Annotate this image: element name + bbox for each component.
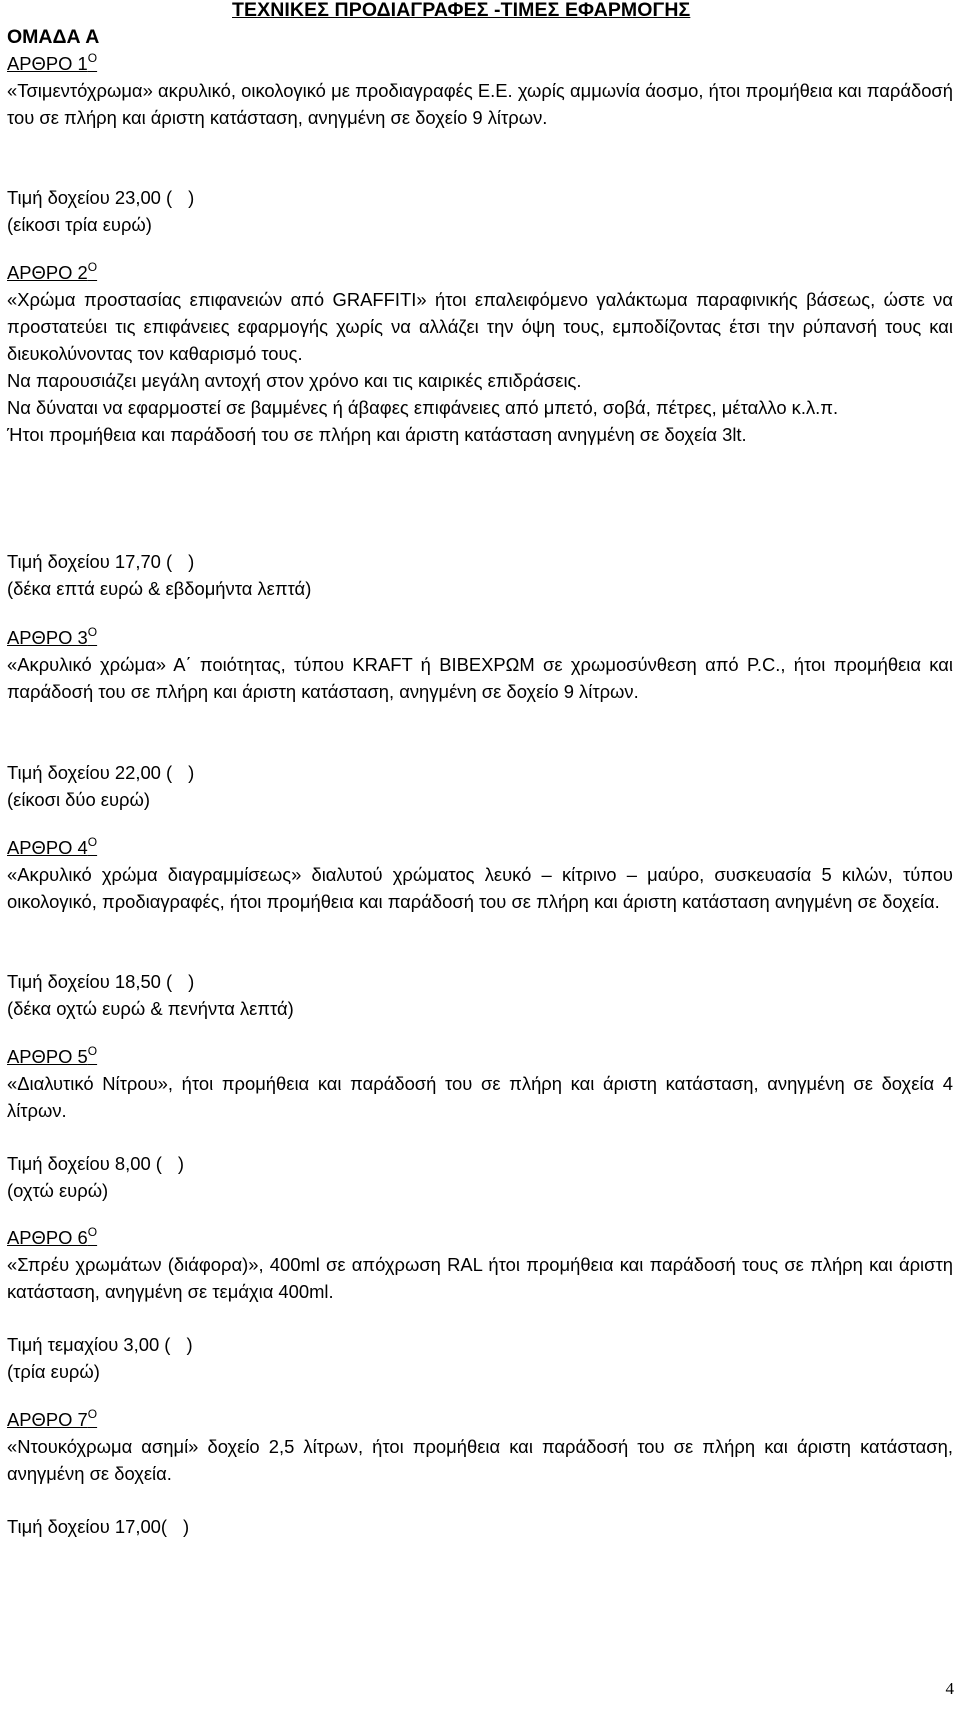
- article-1-price: [7, 184, 953, 238]
- article-heading: ΑΡΘΡΟ $4^O$: [7, 835, 98, 858]
- price-line: Τιμή δοχείου 8,00 ( ): [7, 1153, 185, 1174]
- price-line: Τιμή δοχείου 23,00 ( ): [7, 187, 195, 208]
- price-in-words: (δέκα επτά ευρώ & εβδομήντα λεπτά): [7, 578, 312, 599]
- article-5: [7, 1043, 953, 1124]
- document-title: ΤΕΧΝΙΚΕΣ ΠΡΟΔΙΑΓΡΑΦΕΣ -ΤΙΜΕΣ ΕΦΑΡΜΟΓΗΣ: [232, 0, 691, 21]
- article-2: [7, 259, 953, 448]
- article-6-price: [7, 1331, 953, 1385]
- article-heading: ΑΡΘΡΟ $7^O$: [7, 1407, 98, 1430]
- article-description-3: Να δύναται να εφαρμοστεί σε βαμμένες ή άβαφες επιφάνειες από μπετό, σοβά, πέτρες, μέταλλο κ.λ.π.: [7, 397, 839, 418]
- article-2-price: [7, 548, 953, 602]
- article-description: «Ακρυλικό χρώμα διαγραμμίσεως» διαλυτού χρώματος λευκό – κίτρινο – μαύρο, συσκευασία 5 κιλών, τύπου οικολογικό, προδιαγραφές, ήτοι προμήθεια και παράδοσή του σε πλήρη και άριστη κατάσταση ανηγμένη σε δοχεία.: [7, 864, 953, 912]
- article-3-price: [7, 759, 953, 813]
- price-line: Τιμή δοχείου 17,70 ( ): [7, 551, 195, 572]
- price-line: Τιμή δοχείου 22,00 ( ): [7, 762, 195, 783]
- price-line: Τιμή δοχείου 18,50 ( ): [7, 971, 195, 992]
- article-description: «Σπρέυ χρωμάτων (διάφορα)», 400ml σε απόχρωση RAL ήτοι προμήθεια και παράδοσή τους σε πλήρη και άριστη κατάσταση, ανηγμένη σε τεμάχια 400ml.: [7, 1254, 953, 1302]
- article-heading: ΑΡΘΡΟ $3^O$: [7, 625, 98, 648]
- page-number: 4: [945, 1679, 954, 1698]
- article-heading: ΑΡΘΡΟ $1^O$: [7, 51, 98, 74]
- article-description: «Ντουκόχρωμα ασημί» δοχείο 2,5 λίτρων, ήτοι προμήθεια και παράδοσή του σε πλήρη και άριστη κατάσταση, ανηγμένη σε δοχεία.: [7, 1436, 953, 1484]
- article-description: «Χρώμα προστασίας επιφανειών από GRAFFITI» ήτοι επαλειφόμενο γαλάκτωμα παραφινικής βάσεως, ώστε να προστατεύει τις επιφάνειες εφαρμογής χωρίς να αλλάζει την όψη τους, εμποδίζοντας έτσι την ρύπανσή τους και διευκολύνοντας τον καθαρισμό τους.: [7, 289, 953, 364]
- article-1: [7, 50, 953, 131]
- price-in-words: (δέκα οχτώ ευρώ & πενήντα λεπτά): [7, 998, 294, 1019]
- article-description: «Διαλυτικό Νίτρου», ήτοι προμήθεια και παράδοσή του σε πλήρη και άριστη κατάσταση, ανηγμένη σε δοχεία 4 λίτρων.: [7, 1073, 953, 1121]
- article-7-price: [7, 1513, 953, 1540]
- price-in-words: (οχτώ ευρώ): [7, 1180, 109, 1201]
- price-line: Τιμή τεμαχίου 3,00 ( ): [7, 1334, 193, 1355]
- price-in-words: (είκοσι δύο ευρώ): [7, 789, 150, 810]
- article-7: [7, 1406, 953, 1487]
- article-5-price: [7, 1150, 953, 1204]
- article-3: [7, 624, 953, 705]
- article-heading: ΑΡΘΡΟ $6^O$: [7, 1225, 98, 1248]
- article-description-2: Να παρουσιάζει μεγάλη αντοχή στον χρόνο και τις καιρικές επιδράσεις.: [7, 370, 582, 391]
- article-4-price: [7, 968, 953, 1022]
- article-6: [7, 1224, 953, 1305]
- article-heading: ΑΡΘΡΟ $5^O$: [7, 1044, 98, 1067]
- article-4: [7, 834, 953, 915]
- price-in-words: (τρία ευρώ): [7, 1361, 100, 1382]
- article-description-4: Ήτοι προμήθεια και παράδοσή του σε πλήρη και άριστη κατάσταση ανηγμένη σε δοχεία 3lt.: [7, 424, 747, 445]
- article-heading: ΑΡΘΡΟ $2^O$: [7, 260, 98, 283]
- price-in-words: (είκοσι τρία ευρώ): [7, 214, 152, 235]
- price-line: Τιμή δοχείου 17,00( ): [7, 1516, 190, 1537]
- article-description: «Ακρυλικό χρώμα» Α΄ ποιότητας, τύπου KRAFT ή ΒΙΒΕΧΡΩΜ σε χρωμοσύνθεση από Ρ.C., ήτοι προμήθεια και παράδοσή του σε πλήρη και άριστη κατάσταση, ανηγμένη σε δοχείο 9 λίτρων.: [7, 654, 953, 702]
- article-description: «Τσιμεντόχρωμα» ακρυλικό, οικολογικό με προδιαγραφές Ε.Ε. χωρίς αμμωνία άοσμο, ήτοι προμήθεια και παράδοσή του σε πλήρη και άριστη κατάσταση, ανηγμένη σε δοχείο 9 λίτρων.: [7, 80, 953, 128]
- group-title: ΟΜΑΔΑ Α: [7, 26, 100, 48]
